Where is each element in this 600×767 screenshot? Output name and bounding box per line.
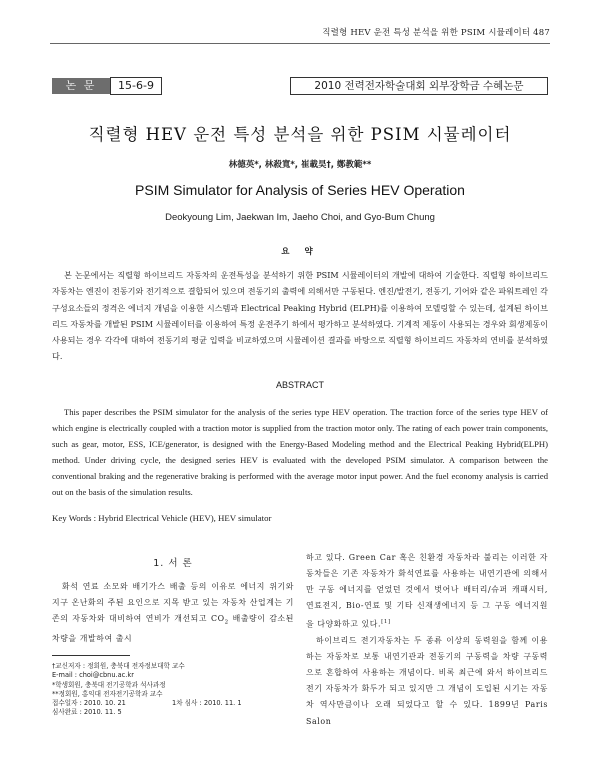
abstract-english-heading: ABSTRACT <box>275 380 324 390</box>
right-column <box>306 550 548 730</box>
abstract-english-body: This paper describes the PSIM simulator for the analysis of the series type HEV operation. The traction force of the series type HEV of which engine is electrically coupled with a traction motor is supplied from the traction motor only. The rating of each power train components, such as gear, motor, ESS, ICE/generator, is designed with the Energy-Based Modeling method and the Electrical Peaking Hybrid(ELPH) method. Under driving cycle, the designed series HEV is evaluated with the developed PSIM simulator. A comparison between the conventional braking and the regenerative braking is performed with the average motor input power. And the fuel economy analysis is carried out on the basis of the simulation results. <box>52 407 548 498</box>
paper-number: 15-6-9 <box>110 77 162 95</box>
footnote-first-review: 1차 심사 : 2010. 11. 1 <box>172 699 242 708</box>
footnote-affiliation-2: **정회원, 홍익대 전자전기공학과 교수 <box>52 689 163 698</box>
intro-paragraph-3: 하이브리드 전기자동차는 두 종류 이상의 동력원을 함께 이용하는 자동차로 보통 내연기관과 전동기의 구동력을 차량 구동력으로 혼합하여 사용하는 개념이다. 비록 최근에 와서 하이브리드 전기 자동차가 화두가 되고 있지만 그 개념이 도입된 시기는 자동차 역사만큼이나 오래 되었다고 할 수 있다. 1899년 Paris Salon <box>306 636 548 726</box>
keywords: Key Words : Hybrid Electrical Vehicle (HEV), HEV simulator <box>52 513 272 523</box>
conference-label: 2010 전력전자학술대회 외부장학금 수혜논문 <box>290 77 548 95</box>
title-korean: 직렬형 HEV 운전 특성 분석을 위한 PSIM 시뮬레이터 <box>88 125 512 144</box>
intro-paragraph-1: 화석 연료 소모와 배기가스 배출 등의 이유로 에너지 위기와 지구 온난화의 주된 요인으로 지목 받고 있는 자동차 산업계는 기존의 자동차와 대비하여 연비가 개선되고 $CO_2$ 배출량이 감소된 차량을 개발하여 출시 <box>52 582 294 643</box>
footnote-email: E-mail : choi@cbnu.ac.kr <box>52 671 134 680</box>
footnote-corresponding-author: †교신저자 : 정회원, 충북대 전자정보대학 교수 <box>52 661 185 670</box>
left-column <box>52 551 294 718</box>
header-rule <box>50 43 550 44</box>
footnote-accepted: 심사완료 : 2010. 11. 5 <box>52 708 122 717</box>
title-english: PSIM Simulator for Analysis of Series HEV Operation <box>135 182 465 198</box>
authors-english: Deokyoung Lim, Jaekwan Im, Jaeho Choi, and Gyo-Bum Chung <box>165 212 435 223</box>
abstract-korean-heading: 요 약 <box>281 247 319 257</box>
footnotes <box>52 662 294 718</box>
intro-paragraph-2: 하고 있다. Green Car 혹은 친환경 자동차라 불리는 이러한 자동차들은 기존 자동차가 화석연료를 사용하는 내연기관에 의해서만 구동 에너지를 얻었던 것에서 벗어나 배터리/슈퍼 캐패시터, 연료전지, Bio-연료 및 기타 신재생에너지 등 그 구동 에너지원을 다양화하고 있다.[1] <box>306 553 548 629</box>
footnote-received: 접수일자 : 2010. 10. 21 <box>52 699 126 708</box>
section-heading-introduction: 1. 서 론 <box>153 558 193 569</box>
footnote-affiliation-1: *학생회원, 충북대 전기공학과 석사과정 <box>52 680 166 689</box>
category-label: 논 문 <box>52 78 110 94</box>
running-head: 직렬형 HEV 운전 특성 분석을 위한 PSIM 시뮬레이터 487 <box>322 28 550 38</box>
footnote-rule <box>52 655 130 656</box>
abstract-korean-body: 본 논문에서는 직렬형 하이브리드 자동차의 운전특성을 분석하기 위한 PSIM 시뮬레이터의 개발에 대하여 기술한다. 직렬형 하이브리드 자동차는 엔진이 전동기와 전기적으로 결합되어 있으며 전동기의 출력에 의해서만 구동된다. 엔진/발전기, 전동기, 기어와 같은 파워트레인 각 구성요소들의 정격은 에너지 개념을 이용한 시스템과 Electrical Peaking Hybrid (ELPH)를 이용하여 모델링할 수 있는데, 설계된 하이브리드 자동차를 개발된 PSIM 시뮬레이터를 이용하여 특정 운전주기 하에서 평가하고 분석하였다. 기계적 제동이 사용되는 경우와 회생제동이 사용되는 경우 각각에 대하여 전동기의 평균 입력을 비교하였으며 시뮬레이션 결과를 바탕으로 직렬형 하이브리드 자동차의 연비를 분석하였다. <box>52 270 548 362</box>
authors-korean: 林德英*, 林殺寬*, 崔載昊†, 鄭教範** <box>228 160 372 170</box>
